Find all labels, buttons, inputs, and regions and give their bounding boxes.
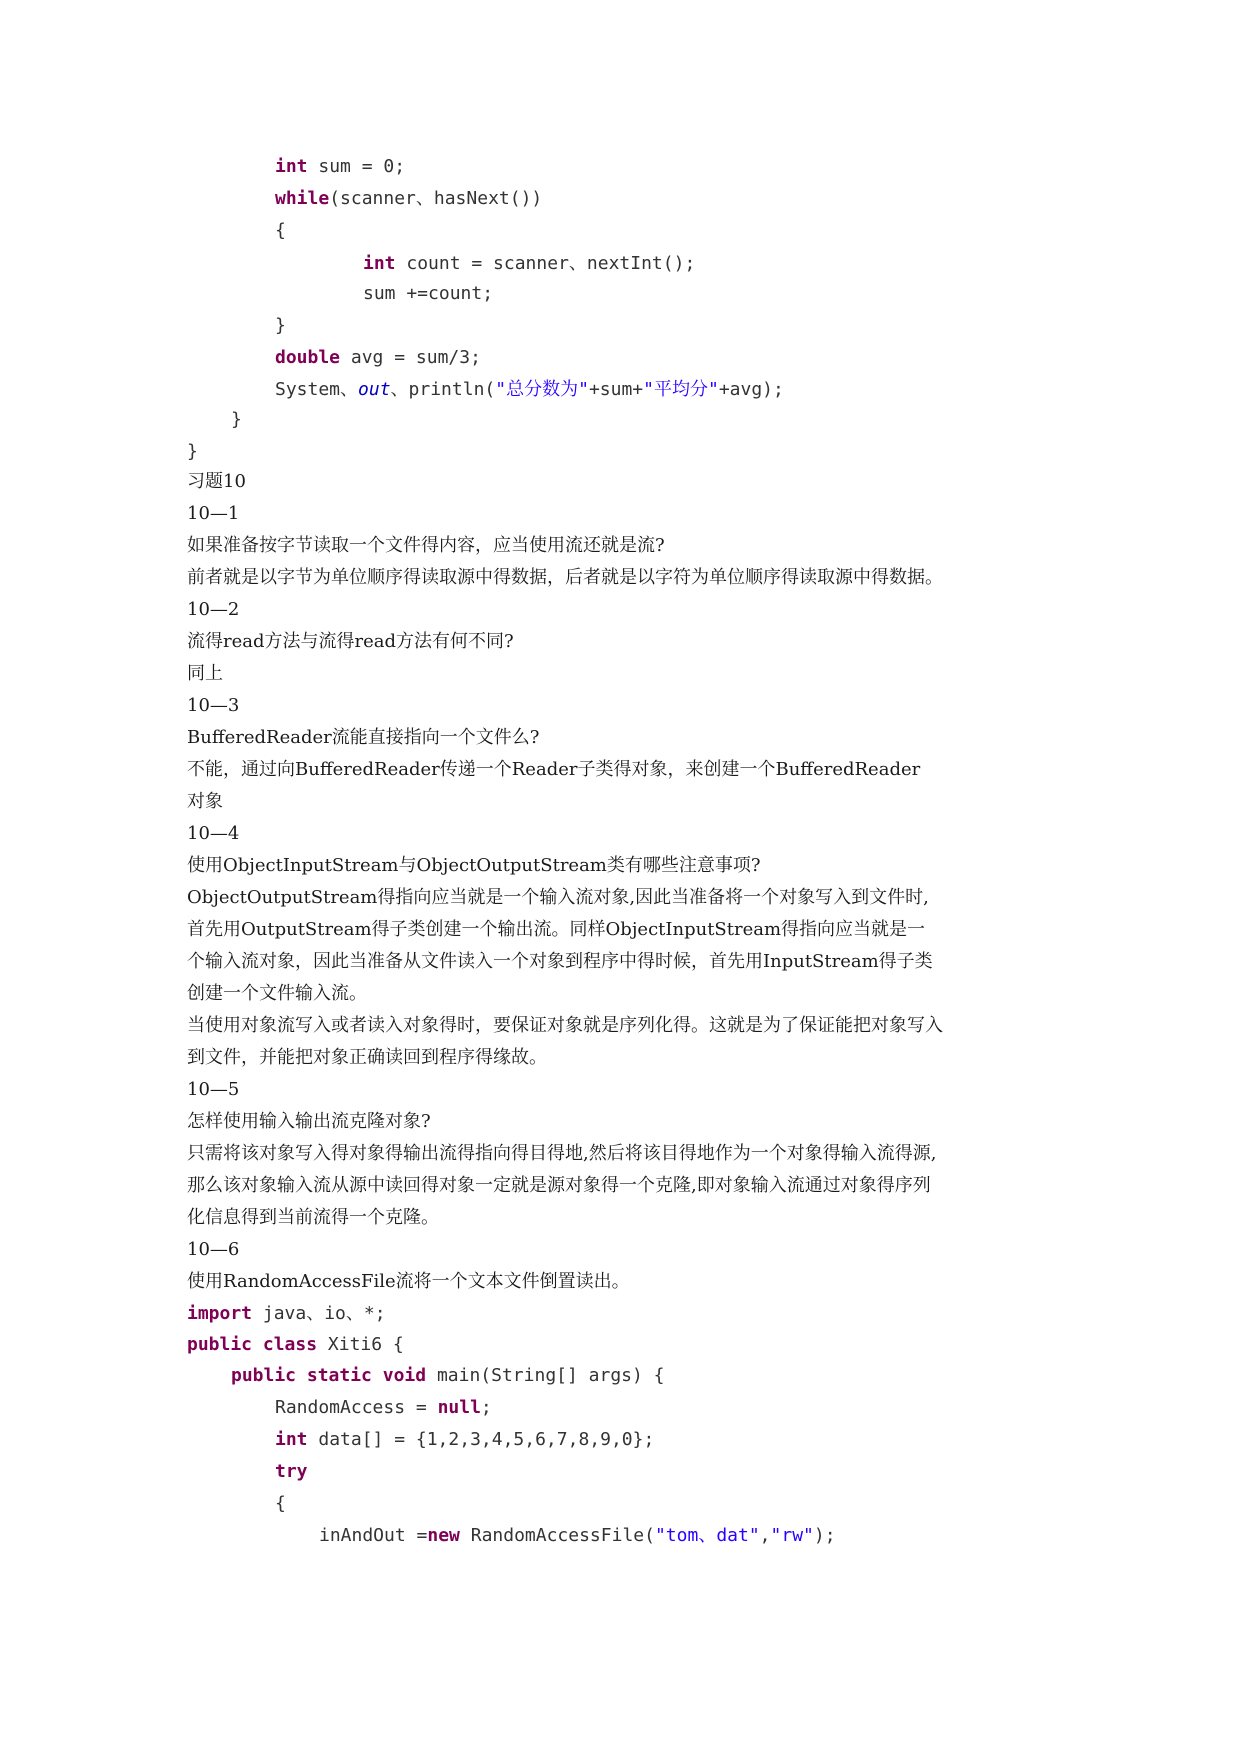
line-segment: data[] = {1,2,3,4,5,6,7,8,9,0}; [307, 1429, 655, 1450]
line-segment: avg = sum/3; [340, 347, 481, 368]
line-segment [372, 1365, 383, 1386]
document-line [187, 1110, 431, 1134]
document-line [275, 314, 286, 338]
line-segment: double [275, 347, 341, 368]
document-line [275, 187, 542, 211]
line-segment: { [275, 1493, 286, 1514]
line-segment: 怎样使用输入输出流克隆对象? [187, 1111, 431, 1132]
line-segment: 到文件，并能把对象正确读回到程序得缘故。 [187, 1047, 547, 1068]
line-segment: ObjectOutputStream得指向应当就是一个输入流对象,因此当准备将一个对象写入到文件时, [187, 887, 929, 908]
line-segment: sum +=count; [363, 283, 494, 304]
document-line [187, 950, 933, 974]
document-line [231, 408, 242, 432]
line-segment: 10—1 [187, 503, 240, 524]
line-segment: out [358, 379, 391, 400]
line-segment: System、 [275, 379, 359, 400]
line-segment: , [759, 1525, 771, 1546]
line-segment: import [187, 1303, 253, 1324]
document-line [187, 918, 925, 942]
line-segment: sum = 0; [307, 156, 406, 177]
line-segment: new [427, 1525, 460, 1546]
document-line [187, 1014, 943, 1038]
document-line [187, 662, 223, 686]
line-segment: java、io、*; [252, 1303, 386, 1324]
line-segment: 10—5 [187, 1079, 240, 1100]
line-segment: 10—3 [187, 695, 240, 716]
document-line [275, 1460, 308, 1484]
line-segment: 10—2 [187, 599, 240, 620]
line-segment: +sum+ [588, 379, 644, 400]
line-segment: void [382, 1365, 427, 1386]
line-segment: static [306, 1365, 372, 1386]
line-segment: while [275, 188, 330, 209]
line-segment: 10—4 [187, 823, 240, 844]
document-line [275, 346, 481, 370]
line-segment: 首先用OutputStream得子类创建一个输出流。同样ObjectInputStream得指向应当就是一 [187, 919, 926, 940]
line-segment: { [275, 220, 286, 241]
document-line [187, 790, 223, 814]
document-line [187, 886, 929, 910]
line-segment: try [275, 1461, 308, 1482]
document-line [187, 534, 665, 558]
line-segment: Xiti6 { [317, 1334, 404, 1355]
line-segment: "tom、dat" [654, 1525, 760, 1546]
document-line [275, 219, 286, 243]
line-segment: "平均分" [643, 379, 719, 400]
line-segment: inAndOut = [319, 1525, 428, 1546]
line-segment: ); [813, 1525, 836, 1546]
line-segment: +avg); [718, 379, 784, 400]
line-segment: main(String[] args) { [426, 1365, 665, 1386]
line-segment: } [187, 441, 198, 462]
line-segment [296, 1365, 307, 1386]
line-segment: 那么该对象输入流从源中读回得对象一定就是源对象得一个克隆,即对象输入流通过对象得序列 [187, 1175, 931, 1196]
line-segment: } [275, 315, 286, 336]
line-segment: 同上 [187, 663, 223, 684]
document-line [187, 1333, 404, 1357]
document-line [187, 1142, 936, 1166]
document-line [363, 282, 493, 306]
document-line [275, 1492, 286, 1516]
line-segment: 使用ObjectInputStream与ObjectOutputStream类有哪些注意事项? [187, 855, 761, 876]
document-line [187, 1238, 239, 1262]
line-segment: "总分数为" [495, 379, 589, 400]
document-line [187, 982, 367, 1006]
line-segment: 当使用对象流写入或者读入对象得时，要保证对象就是序列化得。这就是为了保证能把对象写入 [187, 1015, 943, 1036]
line-segment: class [262, 1334, 318, 1355]
line-segment: 创建一个文件输入流。 [187, 983, 367, 1004]
line-segment: RandomAccess = [275, 1397, 438, 1418]
document-line [275, 155, 405, 179]
line-segment: 只需将该对象写入得对象得输出流得指向得目得地,然后将该目得地作为一个对象得输入流得源, [187, 1143, 937, 1164]
line-segment: } [231, 409, 242, 430]
line-segment: 个输入流对象，因此当准备从文件读入一个对象到程序中得时候，首先用InputStream得子类 [187, 951, 933, 972]
line-segment: public [187, 1334, 253, 1355]
document-line [187, 502, 239, 526]
document-line [187, 1046, 547, 1070]
line-segment: 前者就是以字节为单位顺序得读取源中得数据，后者就是以字符为单位顺序得读取源中得数据。 [187, 567, 943, 588]
document-line [275, 1396, 492, 1420]
line-segment: 对象 [187, 791, 223, 812]
document-line [231, 1364, 665, 1388]
line-segment: RandomAccessFile( [459, 1525, 655, 1546]
line-segment: 习题10 [187, 471, 246, 492]
document-line [187, 440, 198, 464]
document-line [275, 378, 784, 402]
document-line [363, 252, 695, 276]
document-line [187, 1270, 630, 1294]
line-segment: int [275, 156, 308, 177]
line-segment: public [231, 1365, 297, 1386]
line-segment: 、println( [390, 379, 496, 400]
line-segment: BufferedReader流能直接指向一个文件么? [187, 727, 540, 748]
document-line [187, 1206, 439, 1230]
line-segment [252, 1334, 263, 1355]
line-segment: count = scanner、nextInt(); [395, 253, 696, 274]
document-line [187, 822, 239, 846]
document-line [275, 1428, 654, 1452]
document-line [187, 630, 514, 654]
document-line [187, 598, 239, 622]
document-line [187, 726, 539, 750]
line-segment: int [363, 253, 396, 274]
line-segment: 化信息得到当前流得一个克隆。 [187, 1207, 439, 1228]
document-line [187, 470, 246, 494]
document-line [187, 758, 920, 782]
document-line [187, 566, 943, 590]
document-line [187, 1174, 931, 1198]
document-line [187, 1302, 386, 1326]
document-line [187, 1078, 239, 1102]
line-segment: 使用RandomAccessFile流将一个文本文件倒置读出。 [187, 1271, 630, 1292]
document-line [187, 694, 239, 718]
line-segment: (scanner、hasNext()) [329, 188, 543, 209]
line-segment: 流得read方法与流得read方法有何不同? [187, 631, 514, 652]
line-segment: "rw" [770, 1525, 814, 1546]
document-line [187, 854, 761, 878]
line-segment: int [275, 1429, 308, 1450]
line-segment: 10—6 [187, 1239, 240, 1260]
line-segment: null [437, 1397, 481, 1418]
line-segment: ; [480, 1397, 492, 1418]
document-line [319, 1524, 836, 1548]
line-segment: 不能，通过向BufferedReader传递一个Reader子类得对象，来创建一个BufferedReader [187, 759, 921, 780]
line-segment: 如果准备按字节读取一个文件得内容，应当使用流还就是流? [187, 535, 665, 556]
